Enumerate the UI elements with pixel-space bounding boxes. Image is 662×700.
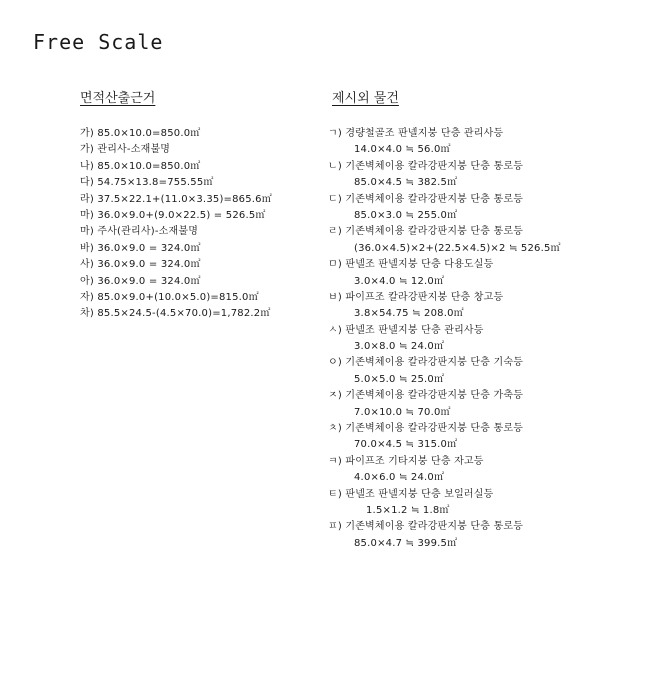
object-description-line: ㄱ) 경량철골조 판넬지붕 단층 관리사등 xyxy=(328,128,504,139)
other-objects-list xyxy=(328,126,648,552)
area-calculation-line: 아) 36.0×9.0 = 324.0㎡ xyxy=(80,275,201,287)
area-calculation-line: 마) 36.0×9.0+(9.0×22.5) = 526.5㎡ xyxy=(80,209,266,221)
object-area-line: 85.0×4.5 ≒ 382.5㎡ xyxy=(354,177,458,189)
object-description-line: ㅈ) 기존벽체이용 칼라강판지붕 단층 가축등 xyxy=(328,390,524,402)
object-area-line: 14.0×4.0 ≒ 56.0㎡ xyxy=(354,144,451,156)
object-description-line: ㅅ) 판넬조 판넬지붕 단층 관리사등 xyxy=(328,324,484,336)
object-description-line: ㄴ) 기존벽체이용 칼라강판지붕 단층 통로등 xyxy=(328,160,524,172)
object-description-line: ㅊ) 기존벽체이용 칼라강판지붕 단층 통로등 xyxy=(328,423,524,435)
object-description-line: ㅋ) 파이프조 기타지붕 단층 자고등 xyxy=(328,455,484,467)
object-area-line: 5.0×5.0 ≒ 25.0㎡ xyxy=(354,373,445,385)
page-title: Free Scale xyxy=(33,30,164,54)
object-area-line: 85.0×4.7 ≒ 399.5㎡ xyxy=(354,537,458,549)
object-description-line: ㅇ) 기존벽체이용 칼라강판지붕 단층 기숙등 xyxy=(328,357,524,369)
object-description-line: ㅁ) 판넬조 판넬지붕 단층 다용도실등 xyxy=(328,259,494,271)
area-calculation-list xyxy=(80,126,320,323)
area-calculation-line: 가) 관리사-소재불명 xyxy=(80,144,171,156)
object-description-line: ㄹ) 기존벽체이용 칼라강판지붕 단층 통로등 xyxy=(328,226,524,238)
other-objects-heading: 제시외 물건 xyxy=(332,91,399,106)
area-calculation-line: 마) 주사(관리사)-소재불명 xyxy=(80,226,199,238)
area-calculation-line: 자) 85.0×9.0+(10.0×5.0)=815.0㎡ xyxy=(80,291,259,303)
object-description-line: ㅍ) 기존벽체이용 칼라강판지붕 단층 통로등 xyxy=(328,521,524,533)
area-calculation-line: 다) 54.75×13.8=755.55㎡ xyxy=(80,177,214,189)
area-calculation-line: 가) 85.0×10.0=850.0㎡ xyxy=(80,128,201,139)
object-description-line: ㄷ) 기존벽체이용 칼라강판지붕 단층 통로등 xyxy=(328,193,524,205)
object-area-line: 70.0×4.5 ≒ 315.0㎡ xyxy=(354,439,458,451)
object-description-line: ㅌ) 판넬조 판넬지붕 단층 보일러실등 xyxy=(328,488,494,500)
area-calculation-line: 나) 85.0×10.0=850.0㎡ xyxy=(80,160,201,172)
object-area-line: 7.0×10.0 ≒ 70.0㎡ xyxy=(354,406,451,418)
area-calculation-line: 바) 36.0×9.0 = 324.0㎡ xyxy=(80,242,201,254)
object-area-line: 3.8×54.75 ≒ 208.0㎡ xyxy=(354,308,464,320)
object-area-line: 3.0×8.0 ≒ 24.0㎡ xyxy=(354,341,445,353)
area-calculation-section xyxy=(80,90,320,323)
object-area-line: (36.0×4.5)×2+(22.5×4.5)×2 ≒ 526.5㎡ xyxy=(354,242,561,254)
object-area-line: 1.5×1.2 ≒ 1.8㎡ xyxy=(366,504,450,516)
object-area-line: 4.0×6.0 ≒ 24.0㎡ xyxy=(354,472,445,484)
area-calculation-line: 사) 36.0×9.0 = 324.0㎡ xyxy=(80,259,201,271)
object-area-line: 3.0×4.0 ≒ 12.0㎡ xyxy=(354,275,445,287)
area-calculation-heading: 면적산출근거 xyxy=(80,91,156,106)
object-description-line: ㅂ) 파이프조 칼라강판지붕 단층 창고등 xyxy=(328,291,504,303)
area-calculation-line: 차) 85.5×24.5-(4.5×70.0)=1,782.2㎡ xyxy=(80,308,271,320)
area-calculation-line: 라) 37.5×22.1+(11.0×3.35)=865.6㎡ xyxy=(80,193,272,205)
other-objects-section xyxy=(328,90,648,552)
object-area-line: 85.0×3.0 ≒ 255.0㎡ xyxy=(354,209,458,221)
